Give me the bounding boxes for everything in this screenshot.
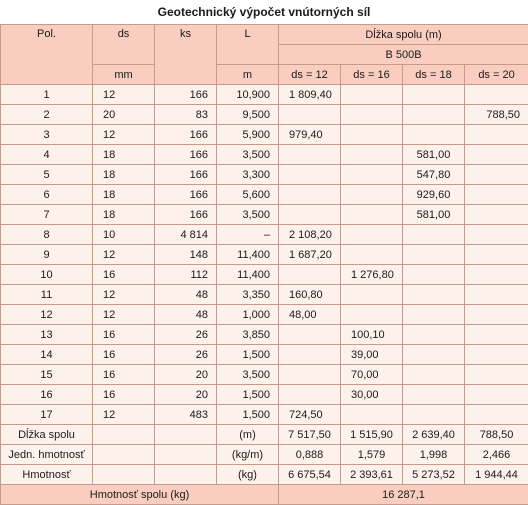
cell-pol: 4 [1,145,93,165]
table-row [1,145,528,165]
cell-ds12: 1 809,40 [279,85,341,105]
cell-L: 5,600 [217,185,279,205]
summary-empty [155,425,217,445]
cell-ds: 16 [93,385,155,405]
cell-ks: 166 [155,145,217,165]
cell-ds18: 581,00 [403,145,465,165]
cell-ds20 [465,85,528,105]
cell-ds: 16 [93,325,155,345]
cell-ks: 148 [155,245,217,265]
cell-ks: 48 [155,305,217,325]
cell-ds20 [465,185,528,205]
cell-ds12 [279,265,341,285]
cell-ds: 12 [93,245,155,265]
cell-ds12 [279,345,341,365]
summary-ds12: 0,888 [279,445,341,465]
cell-ds16: 39,00 [341,345,403,365]
cell-ds12 [279,205,341,225]
table-row [1,205,528,225]
cell-ds18: 547,80 [403,165,465,185]
cell-pol: 17 [1,405,93,425]
header-ks: ks [155,25,217,85]
cell-L: 1,500 [217,385,279,405]
header-ds: ds [93,25,155,65]
table-row [1,105,528,125]
cell-ds18 [403,265,465,285]
summary-ds16: 1 515,90 [341,425,403,445]
cell-ds16 [341,105,403,125]
summary-row [1,425,528,445]
cell-ds: 20 [93,105,155,125]
cell-ds16 [341,185,403,205]
cell-ds18: 581,00 [403,205,465,225]
cell-ds12 [279,145,341,165]
header-ds20: ds = 20 [465,65,528,85]
cell-ds20 [465,385,528,405]
cell-pol: 11 [1,285,93,305]
cell-L: 10,900 [217,85,279,105]
cell-ds16 [341,165,403,185]
summary-unit: (kg/m) [217,445,279,465]
cell-ds12 [279,185,341,205]
cell-ks: 83 [155,105,217,125]
summary-row [1,465,528,485]
cell-ds18 [403,345,465,365]
cell-ds: 18 [93,205,155,225]
table-row [1,125,528,145]
cell-ds16 [341,305,403,325]
cell-ds: 16 [93,265,155,285]
table-row [1,365,528,385]
cell-ds: 18 [93,145,155,165]
table-row [1,265,528,285]
cell-ds20 [465,165,528,185]
cell-ds18 [403,305,465,325]
cell-ds12: 2 108,20 [279,225,341,245]
summary-label: Jedn. hmotnosť [1,445,93,465]
cell-pol: 15 [1,365,93,385]
cell-ds16 [341,225,403,245]
cell-pol: 12 [1,305,93,325]
summary-empty [93,465,155,485]
cell-ds12: 160,80 [279,285,341,305]
cell-ds: 12 [93,405,155,425]
table-row [1,325,528,345]
cell-ds20 [465,125,528,145]
cell-ds18 [403,405,465,425]
cell-ds20 [465,205,528,225]
header-dlzka-spolu: Dĺžka spolu (m) [279,25,528,45]
cell-ks: 48 [155,285,217,305]
table-row [1,165,528,185]
cell-ds16 [341,245,403,265]
cell-L: 11,400 [217,265,279,285]
cell-ds: 18 [93,185,155,205]
table-row [1,305,528,325]
cell-ds: 18 [93,165,155,185]
cell-ks: 166 [155,205,217,225]
cell-L: 3,350 [217,285,279,305]
cell-ds16 [341,125,403,145]
cell-ds20: 788,50 [465,105,528,125]
cell-ds16: 30,00 [341,385,403,405]
cell-L: 3,850 [217,325,279,345]
cell-L: 3,500 [217,145,279,165]
cell-ds16: 100,10 [341,325,403,345]
total-value: 16 287,1 [279,485,528,505]
cell-ds18 [403,85,465,105]
cell-ds20 [465,365,528,385]
cell-ds20 [465,225,528,245]
cell-ks: 166 [155,165,217,185]
cell-ds20 [465,285,528,305]
cell-ds20 [465,305,528,325]
cell-ds16: 70,00 [341,365,403,385]
summary-empty [93,425,155,445]
cell-ds18: 929,60 [403,185,465,205]
table-row [1,405,528,425]
cell-ds: 10 [93,225,155,245]
cell-ds18 [403,105,465,125]
table-row [1,225,528,245]
cell-L: 3,500 [217,205,279,225]
cell-pol: 10 [1,265,93,285]
cell-L: 5,900 [217,125,279,145]
cell-ks: 20 [155,365,217,385]
summary-ds12: 7 517,50 [279,425,341,445]
cell-ds12: 48,00 [279,305,341,325]
total-row [1,485,528,505]
cell-ds18 [403,245,465,265]
summary-ds16: 2 393,61 [341,465,403,485]
table-row [1,285,528,305]
cell-ks: 483 [155,405,217,425]
cell-pol: 1 [1,85,93,105]
cell-pol: 2 [1,105,93,125]
cell-ds18 [403,125,465,145]
cell-ks: 26 [155,325,217,345]
cell-ds20 [465,345,528,365]
header-ds18: ds = 18 [403,65,465,85]
table-row [1,85,528,105]
cell-ds20 [465,405,528,425]
cell-ds18 [403,385,465,405]
cell-pol: 6 [1,185,93,205]
cell-ds16 [341,85,403,105]
table-row [1,185,528,205]
cell-L: 3,300 [217,165,279,185]
cell-L: 3,500 [217,365,279,385]
cell-ds18 [403,325,465,345]
cell-ds: 12 [93,285,155,305]
cell-ds16 [341,205,403,225]
cell-ds20 [465,325,528,345]
cell-ks: 166 [155,185,217,205]
cell-ds12: 1 687,20 [279,245,341,265]
cell-ds12 [279,385,341,405]
cell-ks: 4 814 [155,225,217,245]
cell-ds: 12 [93,305,155,325]
cell-ks: 20 [155,385,217,405]
header-L-unit: m [217,65,279,85]
cell-ds20 [465,265,528,285]
cell-ks: 26 [155,345,217,365]
cell-ks: 166 [155,85,217,105]
cell-ds12 [279,105,341,125]
header-steel-grade: B 500B [279,45,528,65]
cell-L: 9,500 [217,105,279,125]
header-ds12: ds = 12 [279,65,341,85]
cell-pol: 7 [1,205,93,225]
summary-unit: (m) [217,425,279,445]
cell-ds16 [341,145,403,165]
header-L: L [217,25,279,65]
cell-L: – [217,225,279,245]
cell-pol: 13 [1,325,93,345]
summary-unit: (kg) [217,465,279,485]
header-ds16: ds = 16 [341,65,403,85]
cell-pol: 14 [1,345,93,365]
cell-ds: 16 [93,365,155,385]
cell-ds12: 724,50 [279,405,341,425]
cell-pol: 9 [1,245,93,265]
cell-L: 11,400 [217,245,279,265]
summary-ds18: 1,998 [403,445,465,465]
summary-ds16: 1,579 [341,445,403,465]
cell-L: 1,500 [217,405,279,425]
cell-ds: 12 [93,85,155,105]
cell-ds12: 979,40 [279,125,341,145]
cell-ds12 [279,325,341,345]
cell-ds20 [465,245,528,265]
summary-label: Dĺžka spolu [1,425,93,445]
cell-L: 1,000 [217,305,279,325]
cell-pol: 16 [1,385,93,405]
cell-ds16 [341,405,403,425]
summary-ds18: 5 273,52 [403,465,465,485]
cell-ds20 [465,145,528,165]
cell-ds16: 1 276,80 [341,265,403,285]
table-title: Geotechnický výpočet vnútorných síl [0,0,528,24]
total-label: Hmotnosť spolu (kg) [1,485,279,505]
summary-ds20: 1 944,44 [465,465,528,485]
cell-ks: 166 [155,125,217,145]
cell-ds12 [279,365,341,385]
summary-ds20: 2,466 [465,445,528,465]
header-ds-unit: mm [93,65,155,85]
cell-L: 1,500 [217,345,279,365]
cell-ds18 [403,365,465,385]
cell-ds18 [403,285,465,305]
summary-ds18: 2 639,40 [403,425,465,445]
table-row [1,385,528,405]
cell-ks: 112 [155,265,217,285]
rebar-table [0,24,528,505]
table-row [1,245,528,265]
summary-ds20: 788,50 [465,425,528,445]
summary-ds12: 6 675,54 [279,465,341,485]
cell-ds18 [403,225,465,245]
cell-ds12 [279,165,341,185]
summary-empty [155,465,217,485]
summary-label: Hmotnosť [1,465,93,485]
cell-ds: 12 [93,125,155,145]
cell-pol: 8 [1,225,93,245]
cell-ds16 [341,285,403,305]
cell-pol: 5 [1,165,93,185]
cell-ds: 16 [93,345,155,365]
header-pol: Pol. [1,25,93,85]
table-row [1,345,528,365]
cell-pol: 3 [1,125,93,145]
